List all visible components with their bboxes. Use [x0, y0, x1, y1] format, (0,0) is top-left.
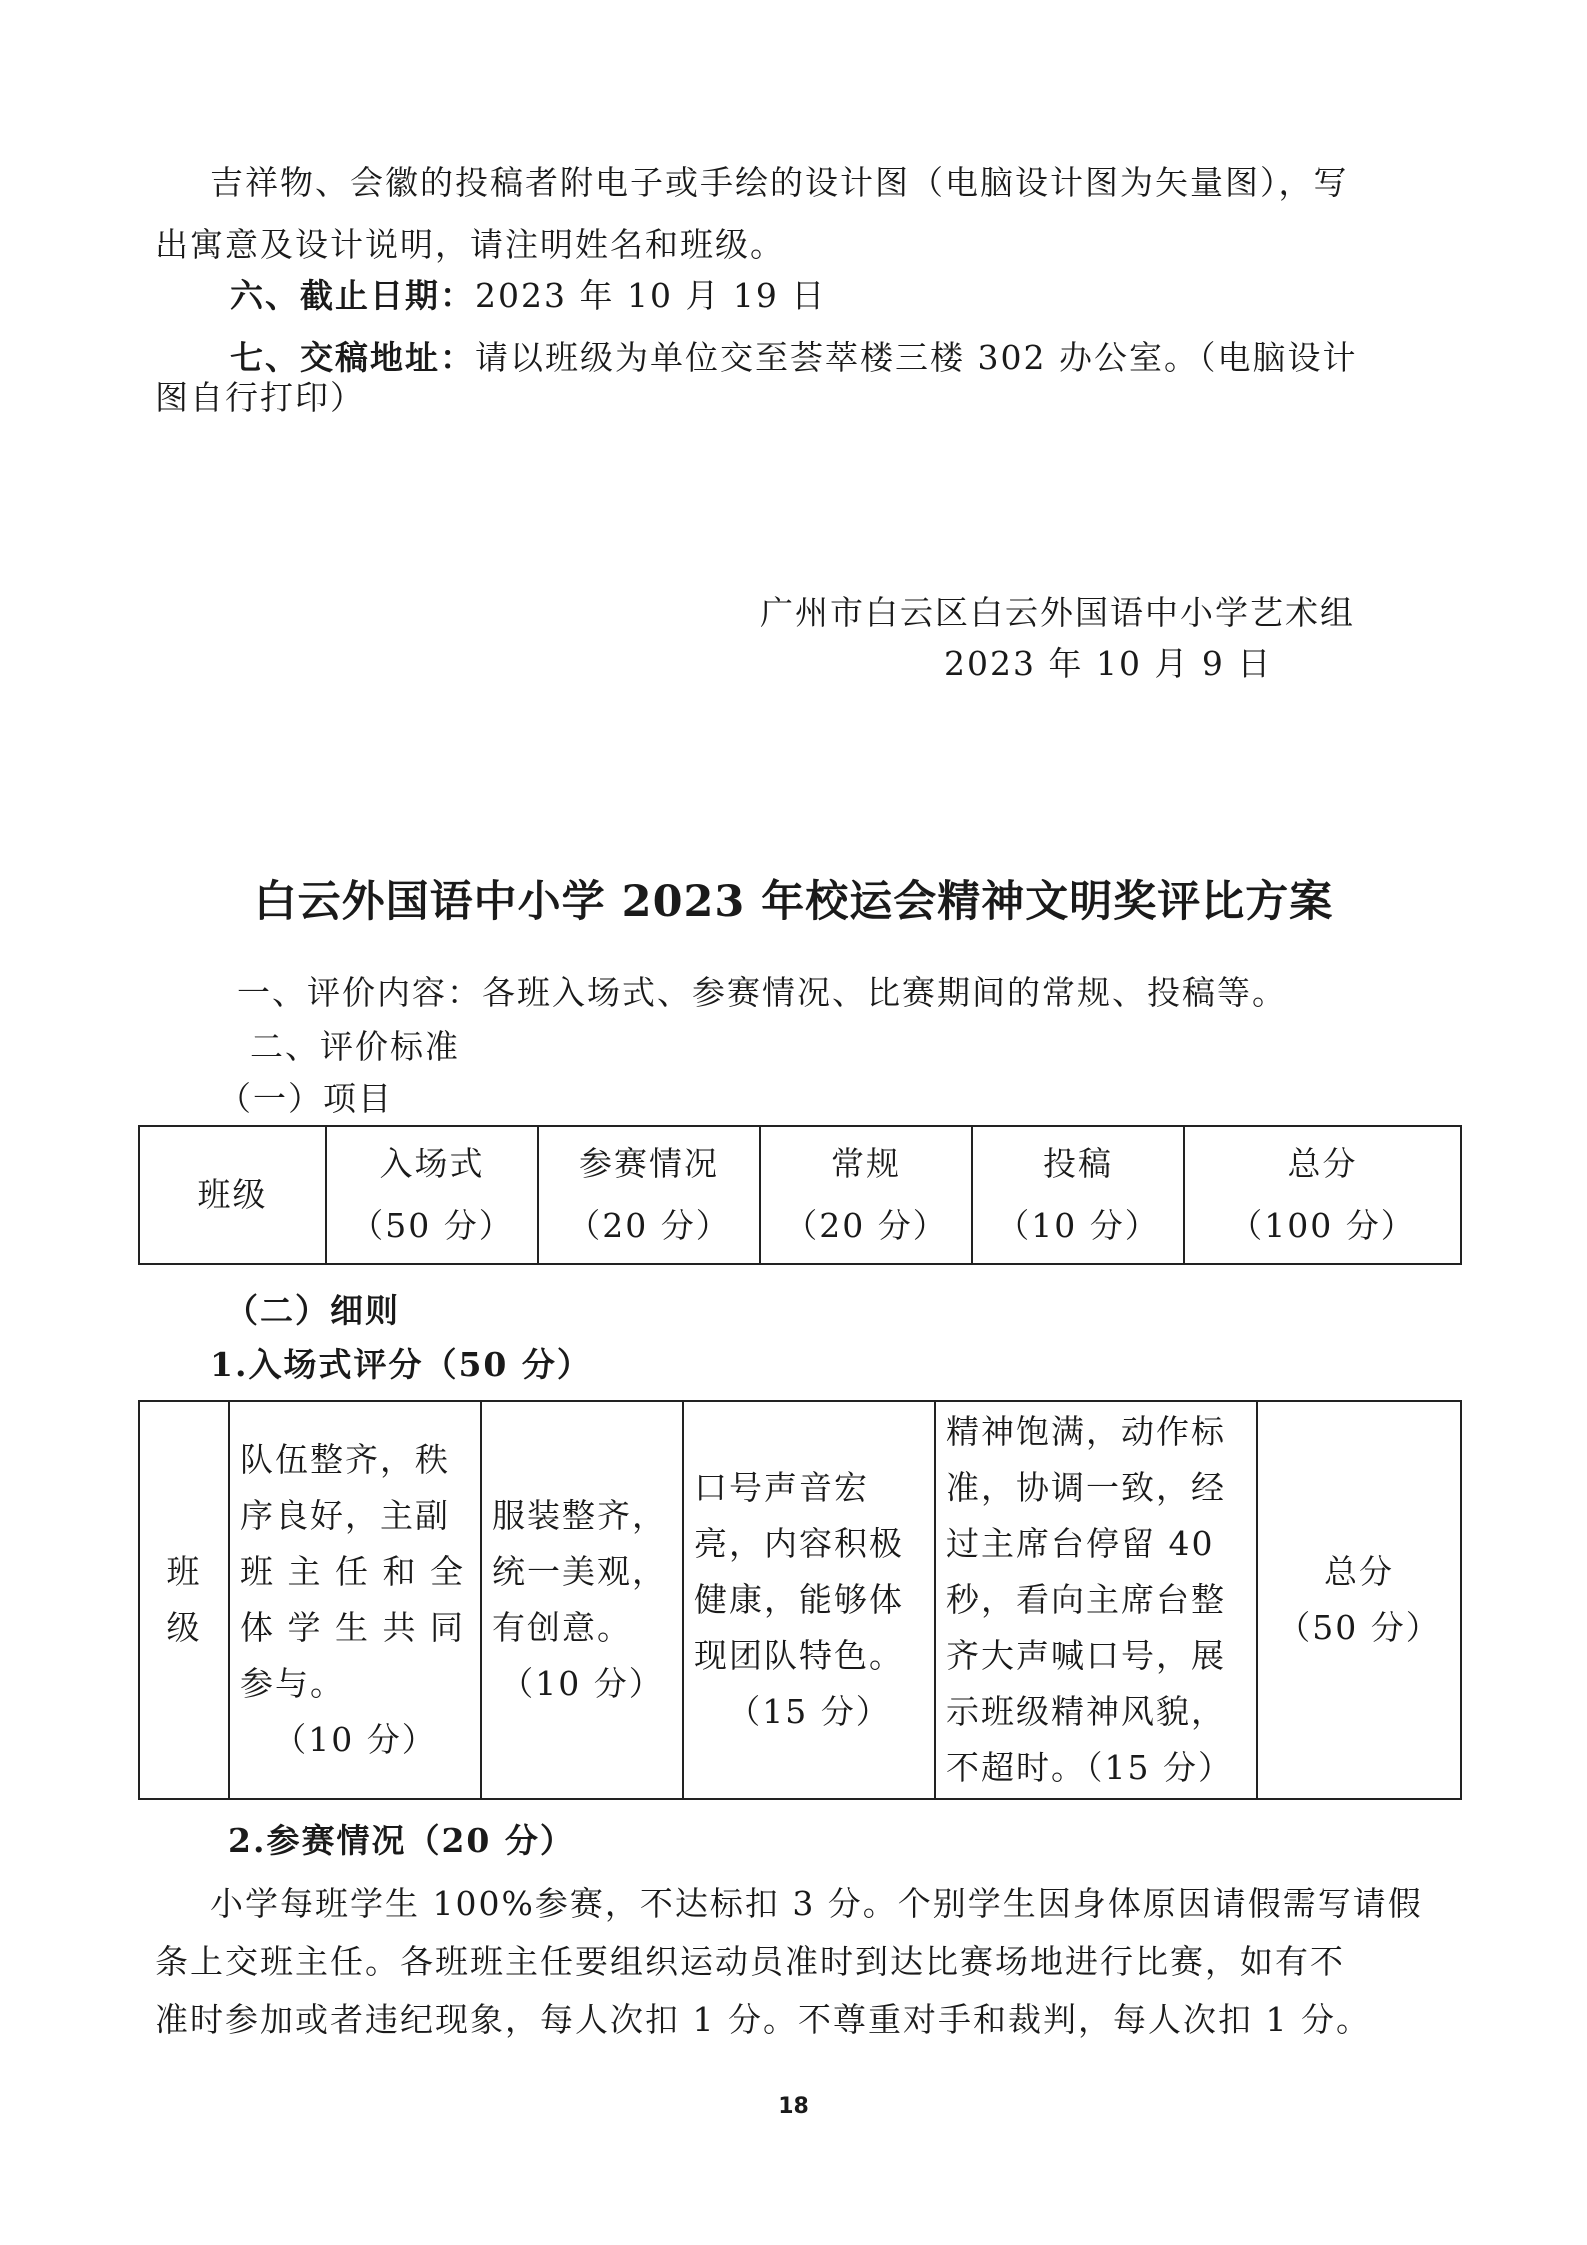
sub-heading-2: （二）细则	[225, 1291, 400, 1330]
table-cell-routine: 常规 （20 分）	[760, 1126, 972, 1264]
page-number: 18	[778, 2094, 809, 2119]
intro-line-2: 出寓意及设计说明，请注明姓名和班级。	[155, 225, 785, 264]
table-cell-total: 总分 （100 分）	[1184, 1126, 1461, 1264]
address-label: 七、交稿地址：	[230, 338, 475, 377]
signature-org: 广州市白云区白云外国语中小学艺术组	[760, 593, 1355, 632]
table-row	[139, 1401, 1461, 1799]
deadline-line	[230, 265, 826, 327]
address-line	[230, 327, 1357, 389]
address-value: 请以班级为单位交至荟萃楼三楼 302 办公室。（电脑设计	[475, 338, 1358, 377]
address-line-2: 图自行打印）	[155, 378, 365, 417]
deadline-label: 六、截止日期：	[230, 276, 475, 315]
table-cell-participation: 参赛情况 （20 分）	[538, 1126, 760, 1264]
table-cell-entrance: 入场式 （50 分）	[326, 1126, 538, 1264]
page-title: 白云外国语中小学 2023 年校运会精神文明奖评比方案	[253, 877, 1334, 927]
intro-line-1: 吉祥物、会徽的投稿者附电子或手绘的设计图（电脑设计图为矢量图），写	[210, 163, 1349, 202]
sub-heading-1: （一）项目	[218, 1079, 393, 1118]
para-line-3: 准时参加或者违纪现象，每人次扣 1 分。不尊重对手和裁判，每人次扣 1 分。	[155, 2000, 1371, 2039]
table-cell-class: 班级	[139, 1126, 326, 1264]
item-2-heading: 2.参赛情况（20 分）	[228, 1821, 575, 1860]
deadline-value: 2023 年 10 月 19 日	[475, 276, 827, 315]
para-line-2: 条上交班主任。各班班主任要组织运动员准时到达比赛场地进行比赛，如有不	[155, 1942, 1345, 1981]
items-table	[138, 1125, 1462, 1265]
entrance-rules-table	[138, 1400, 1462, 1800]
table-cell-class: 班级	[139, 1401, 229, 1799]
table-cell-slogan: 口号声音宏 亮，内容积极 健康，能够体 现团队特色。 （15 分）	[683, 1401, 935, 1799]
table-cell-total: 总分 （50 分）	[1257, 1401, 1461, 1799]
section-2: 二、评价标准	[250, 1027, 460, 1066]
table-cell-submission: 投稿 （10 分）	[972, 1126, 1184, 1264]
signature-date: 2023 年 10 月 9 日	[944, 644, 1273, 683]
table-row	[139, 1126, 1461, 1264]
para-line-1: 小学每班学生 100%参赛，不达标扣 3 分。个别学生因身体原因请假需写请假	[210, 1884, 1423, 1923]
table-cell-formation: 队伍整齐，秩 序良好，主副 班 主 任 和 全 体 学 生 共 同 参与。 （10 分）	[229, 1401, 481, 1799]
table-cell-spirit: 精神饱满，动作标 准，协调一致，经 过主席台停留 40 秒，看向主席台整 齐大声喊口号，展 示班级精神风貌， 不超时。（15 分）	[935, 1401, 1257, 1799]
section-1: 一、评价内容：各班入场式、参赛情况、比赛期间的常规、投稿等。	[237, 973, 1287, 1012]
item-1-heading: 1.入场式评分（50 分）	[210, 1345, 592, 1384]
table-cell-uniform: 服装整齐， 统一美观， 有创意。 （10 分）	[481, 1401, 683, 1799]
